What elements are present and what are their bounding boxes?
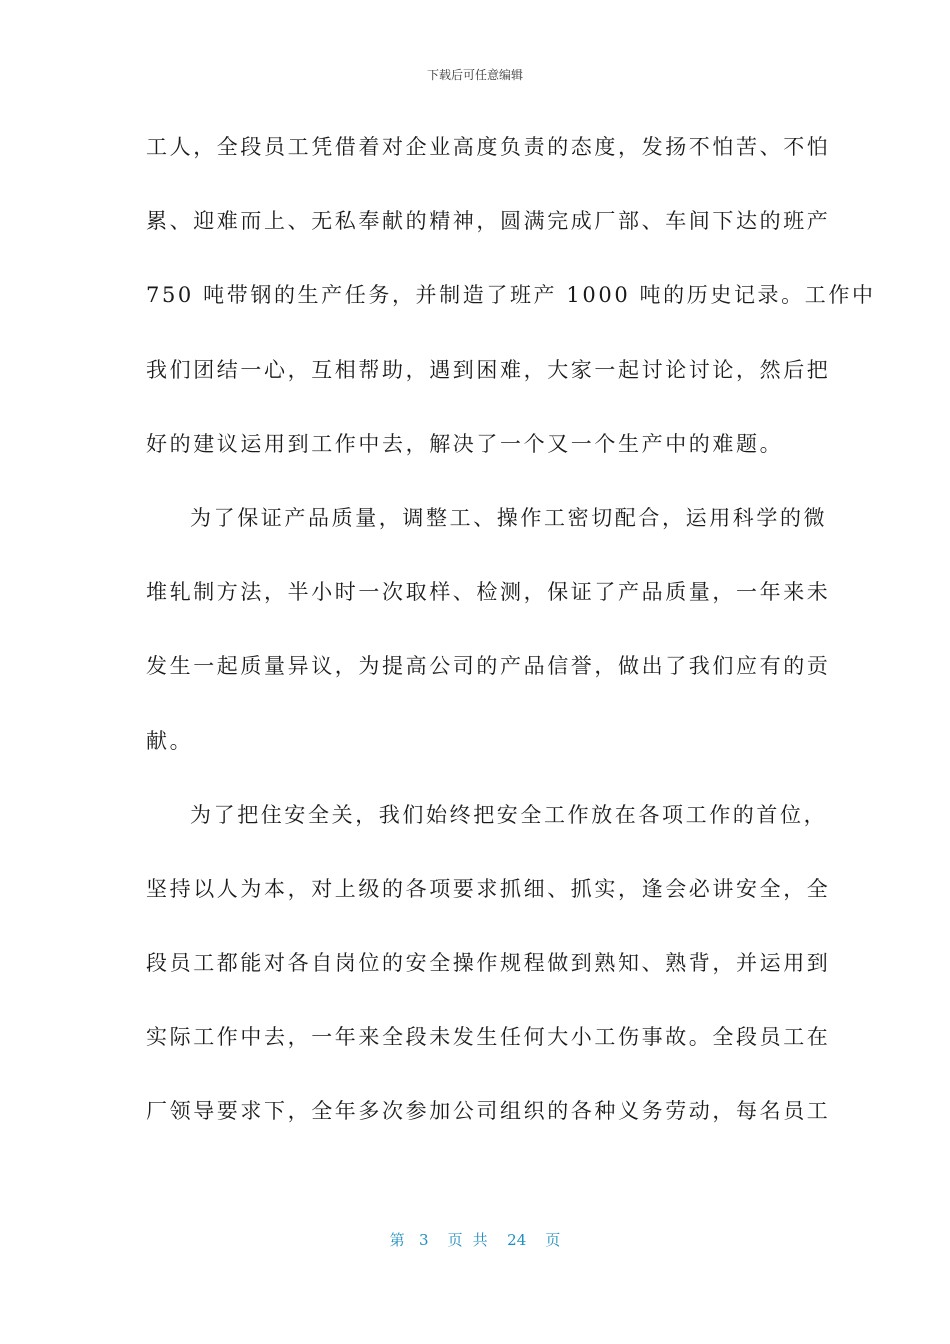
text-line: 堆轧制方法，半小时一次取样、检测，保证了产品质量，一年来未 [146, 580, 831, 605]
document-body [146, 128, 876, 1167]
paragraph-start-line: 为了把住安全关，我们始终把安全工作放在各项工作的首位， [190, 802, 828, 827]
text-line: 实际工作中去，一年来全段未发生任何大小工伤事故。全段员工在 [146, 1025, 831, 1050]
text-line: 厂领导要求下，全年多次参加公司组织的各种义务劳动，每名员工 [146, 1099, 831, 1124]
text-line: 献。 [146, 728, 194, 753]
header-note: 下载后可任意编辑 [426, 68, 523, 82]
page-footer [0, 1229, 950, 1250]
text-line: 累、迎难而上、无私奉献的精神，圆满完成厂部、车间下达的班产 [146, 209, 831, 234]
text-line: 发生一起质量异议，为提高公司的产品信誉，做出了我们应有的贡 [146, 654, 831, 679]
page-label-suffix: 页 [545, 1231, 561, 1249]
text-line: 坚持以人为本，对上级的各项要求抓细、抓实，逢会必讲安全，全 [146, 876, 831, 901]
page-current: 3 [418, 1231, 429, 1249]
paragraph-start-line: 为了保证产品质量，调整工、操作工密切配合，运用科学的微 [190, 505, 828, 530]
text-line: 750 吨带钢的生产任务，并制造了班产 1000 吨的历史记录。工作中 [146, 283, 876, 308]
text-line: 好的建议运用到工作中去，解决了一个又一个生产中的难题。 [146, 431, 784, 456]
text-line: 段员工都能对各自岗位的安全操作规程做到熟知、熟背，并运用到 [146, 951, 831, 976]
page-label-mid: 页共 [447, 1231, 498, 1249]
text-line: 我们团结一心，互相帮助，遇到困难，大家一起讨论讨论，然后把 [146, 357, 831, 382]
text-line: 工人，全段员工凭借着对企业高度负责的态度，发扬不怕苦、不怕 [146, 135, 831, 159]
page-label-prefix: 第 [389, 1231, 405, 1249]
page-total: 24 [507, 1231, 527, 1249]
